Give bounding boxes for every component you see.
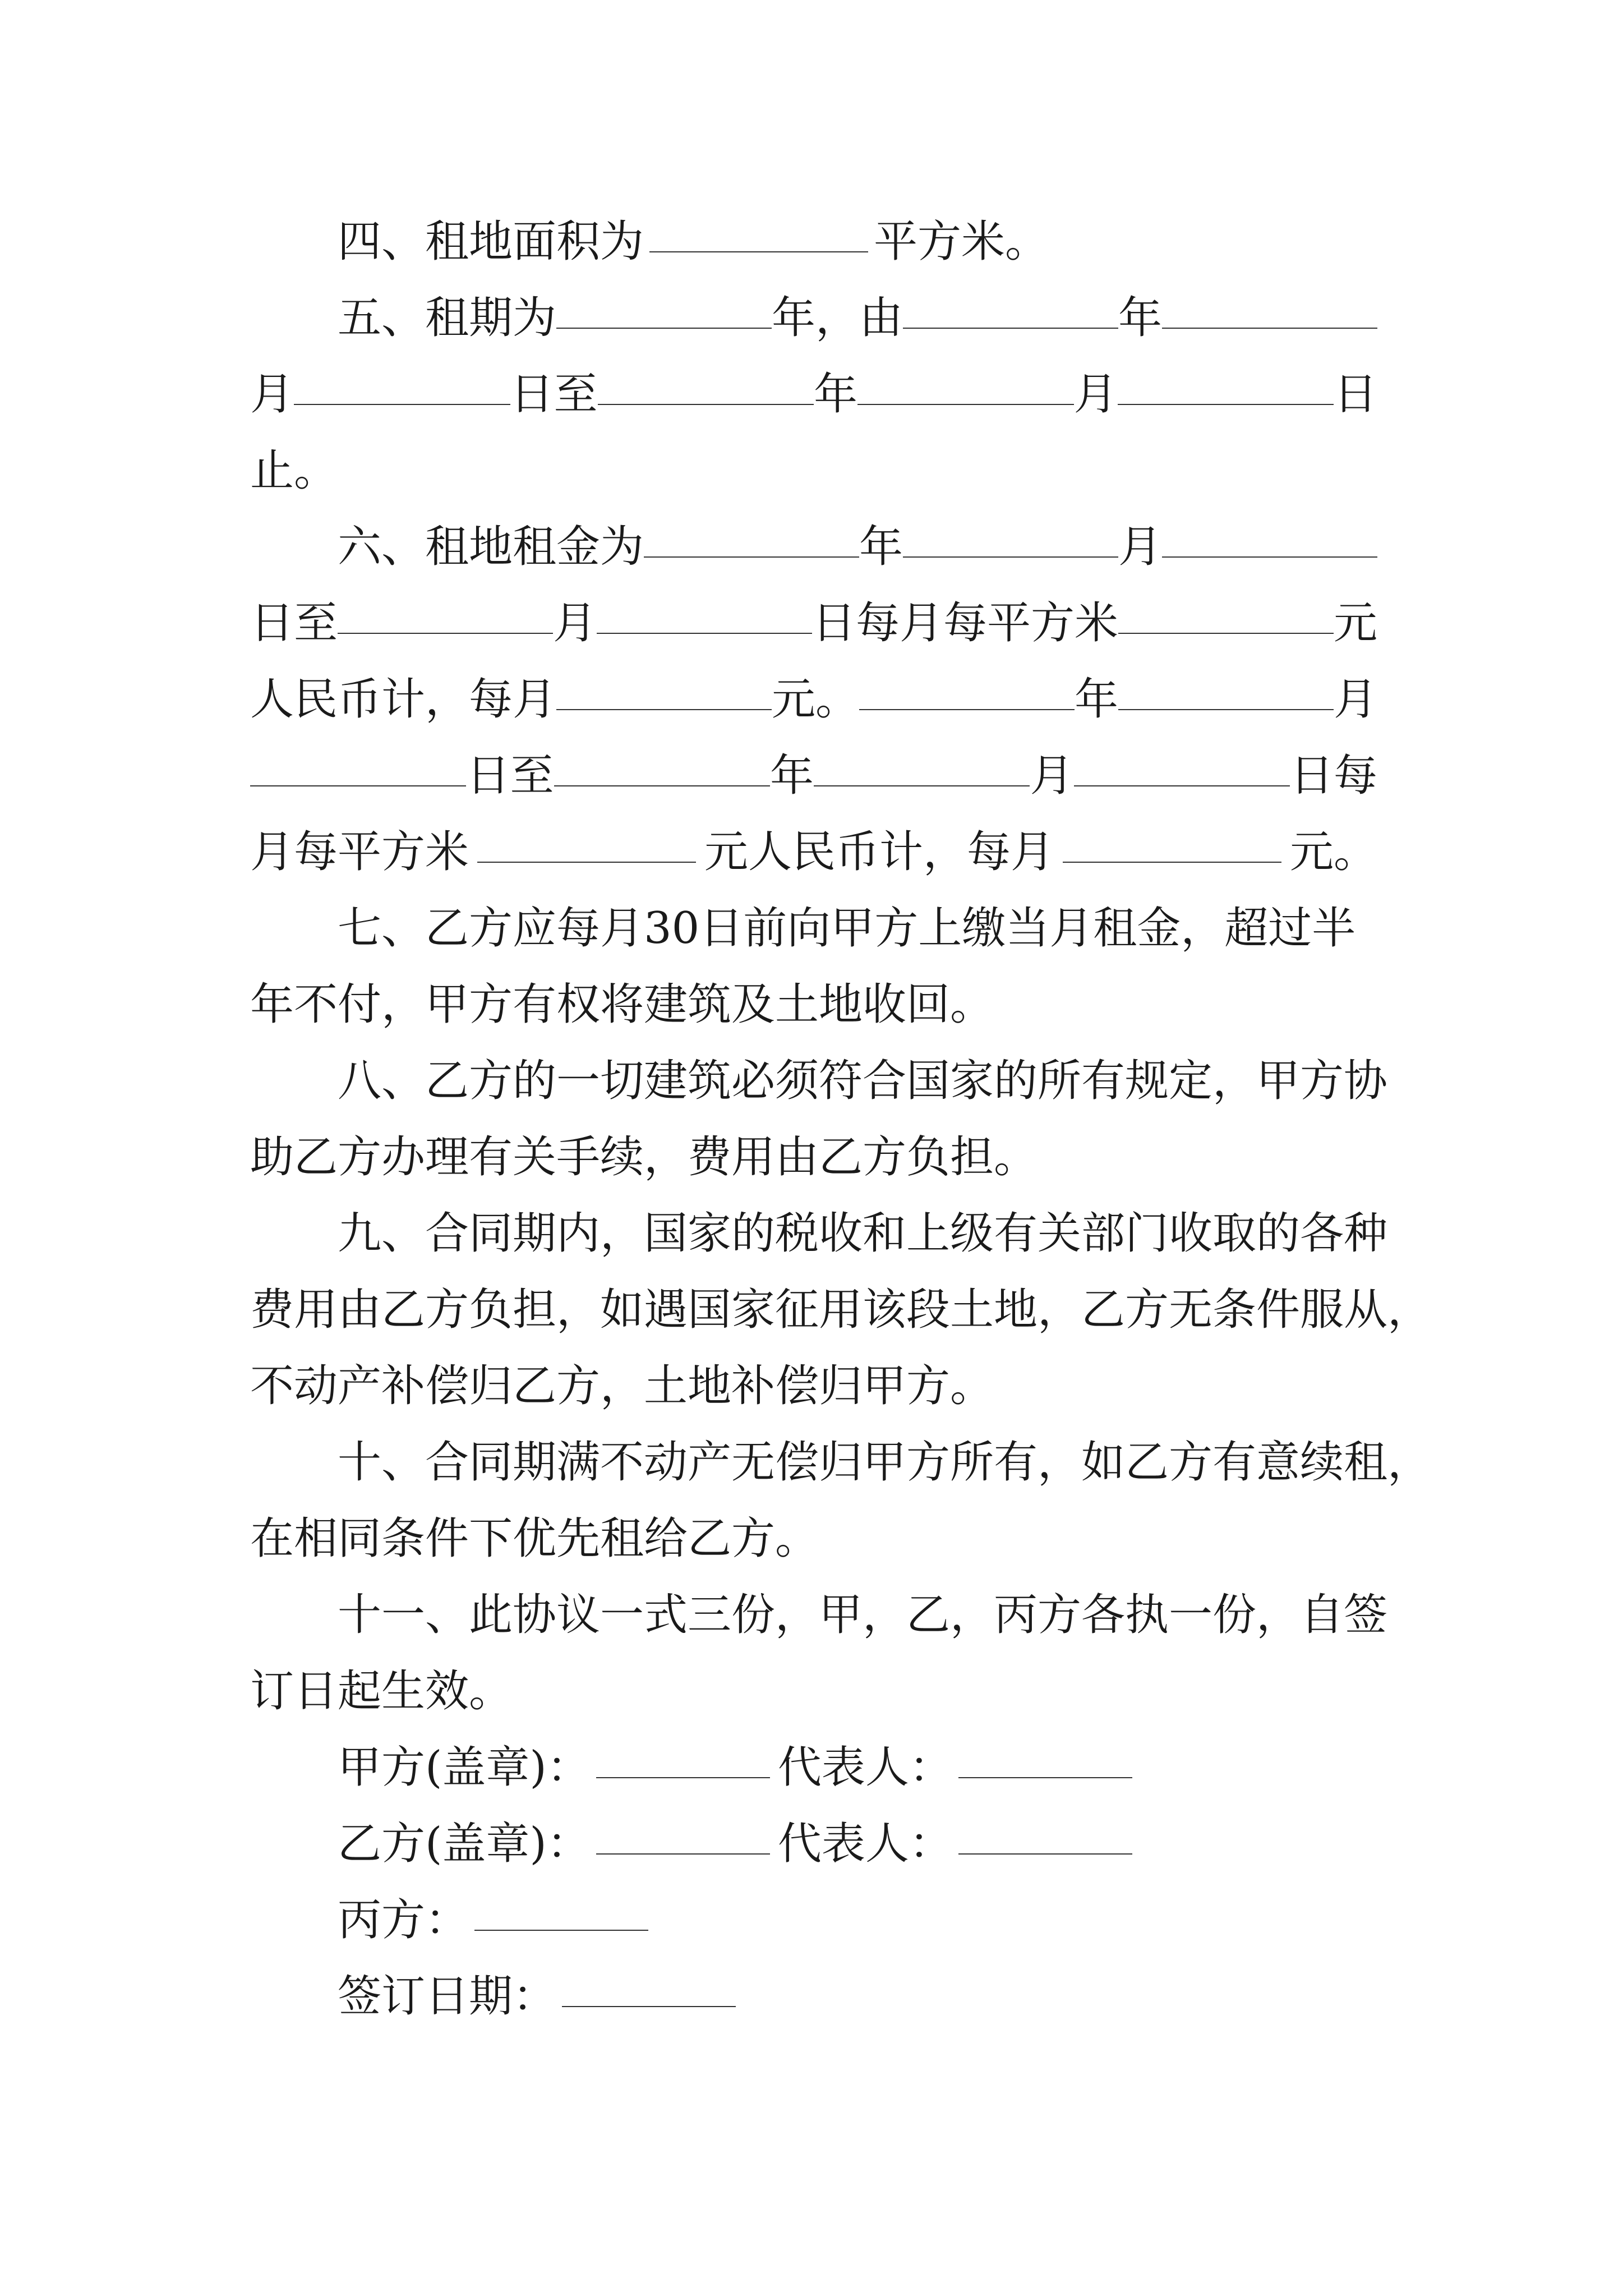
clause-6-month: 月	[1118, 522, 1163, 572]
party-a-seal-blank	[596, 1737, 770, 1778]
clause-6-line-4	[250, 745, 1377, 807]
party-b-signature-line	[338, 1813, 1377, 1875]
rent-start-year-blank	[644, 516, 859, 558]
period2-start-month-blank	[1118, 669, 1334, 710]
clause-6-line-1	[338, 516, 1377, 578]
rent-end-month-blank	[338, 592, 553, 634]
clause-6-yuan-end: 元。	[772, 674, 860, 725]
period2-start-day-blank	[250, 745, 466, 786]
clause-5-month: 月	[250, 369, 294, 420]
clause-9-line-2: 费用由乙方负担，如遇国家征用该段土地，乙方无条件服从，	[250, 1285, 1432, 1335]
party-b-label: 乙方(盖章)：	[338, 1819, 591, 1869]
period2-per-sqm-blank	[477, 821, 696, 863]
clause-5-to: 日至	[510, 369, 598, 420]
clause-5-end-year: 年	[814, 369, 858, 420]
period2-end-year-blank	[554, 745, 770, 786]
clause-5-end-month: 月	[1073, 369, 1118, 420]
end-day-blank	[1118, 364, 1334, 405]
rent-end-day-blank	[597, 592, 812, 634]
rent-start-day-blank	[1162, 516, 1377, 558]
party-a-label: 甲方(盖章)：	[338, 1742, 591, 1793]
sign-date-blank	[562, 1966, 736, 2007]
clause-5-line-1	[338, 287, 1377, 349]
end-month-blank	[857, 364, 1073, 405]
monthly-rent-blank	[556, 669, 772, 710]
clause-11-line-1: 十一、此协议一式三份，甲，乙，丙方各执一份，自签	[338, 1590, 1388, 1640]
party-b-rep-blank	[958, 1813, 1132, 1855]
clause-4-unit: 平方米。	[874, 217, 1049, 267]
rent-start-month-blank	[903, 516, 1118, 558]
clause-4-line	[338, 211, 1377, 273]
party-a-signature-line	[338, 1737, 1377, 1798]
party-b-rep-label: 代表人：	[777, 1819, 953, 1869]
clause-6-text: 六、租地租金为	[338, 522, 644, 572]
clause-6-day-each: 日每	[1289, 751, 1377, 801]
clause-6-line-2	[250, 592, 1377, 654]
clause-6-rmb-monthly: 元人民币计，每月	[704, 827, 1054, 877]
period2-start-year-blank	[859, 669, 1075, 710]
party-a-rep-label: 代表人：	[777, 1742, 953, 1793]
party-c-blank	[474, 1889, 648, 1931]
clause-11-line-2: 订日起生效。	[250, 1666, 513, 1717]
clause-6-to-2: 日至	[466, 751, 554, 801]
sign-date-label: 签订日期：	[338, 1971, 557, 2022]
start-year-blank	[903, 287, 1118, 329]
clause-8-line-1: 八、乙方的一切建筑必须符合国家的所有规定，甲方协	[338, 1056, 1388, 1106]
clause-10-line-1: 十、合同期满不动产无偿归甲方所有，如乙方有意续租，	[338, 1437, 1432, 1488]
clause-6-per-sqm: 日每月每平方米	[812, 598, 1119, 648]
clause-5-line-2	[250, 364, 1377, 425]
period2-end-month-blank	[814, 745, 1030, 786]
clause-5-line-3: 止。	[250, 445, 338, 496]
clause-6-yuan-final: 元。	[1289, 827, 1377, 877]
term-years-blank	[556, 287, 772, 329]
clause-6-line-3	[250, 669, 1377, 730]
clause-10-line-2: 在相同条件下优先租给乙方。	[250, 1513, 819, 1564]
start-month-blank	[1162, 287, 1377, 329]
clause-7-line-2: 年不付，甲方有权将建筑及土地收回。	[250, 979, 994, 1030]
start-day-blank	[294, 364, 510, 405]
sign-date-line	[338, 1966, 1377, 2027]
period2-end-day-blank	[1074, 745, 1290, 786]
party-c-signature-line	[338, 1889, 1377, 1951]
clause-6-yuan: 元	[1334, 598, 1378, 648]
period2-monthly-blank	[1063, 821, 1281, 863]
clause-9-line-3: 不动产补偿归乙方，土地补偿归甲方。	[250, 1361, 994, 1411]
clause-6-to: 日至	[250, 598, 338, 648]
clause-7-line-1: 七、乙方应每月30日前向甲方上缴当月租金，超过半	[338, 903, 1356, 954]
clause-4-text: 四、租地面积为	[338, 217, 644, 267]
clause-6-month-2: 月	[1334, 674, 1378, 725]
rent-per-sqm-blank	[1118, 592, 1334, 634]
clause-6-year-2: 年	[1075, 674, 1119, 725]
clause-5-end-day: 日	[1334, 369, 1378, 420]
clause-6-per-sqm-2: 月每平方米	[250, 827, 469, 877]
clause-6-year: 年	[859, 522, 903, 572]
area-blank	[649, 211, 868, 252]
clause-6-line-5	[250, 821, 1377, 883]
clause-5-text: 五、租期为	[338, 293, 557, 343]
party-a-rep-blank	[958, 1737, 1132, 1778]
clause-8-line-2: 助乙方办理有关手续，费用由乙方负担。	[250, 1132, 1038, 1182]
party-c-label: 丙方：	[338, 1895, 469, 1945]
end-year-blank	[598, 364, 814, 405]
clause-6-year-3: 年	[769, 751, 814, 801]
clause-9-line-1: 九、合同期内，国家的税收和上级有关部门收取的各种	[338, 1208, 1388, 1259]
clause-5-year: 年	[1118, 293, 1163, 343]
party-b-seal-blank	[596, 1813, 770, 1855]
clause-6-monthly: 人民币计，每月	[250, 674, 557, 725]
clause-5-from: 年，由	[772, 293, 903, 343]
clause-6-month-3: 月	[1030, 751, 1074, 801]
clause-6-end-month: 月	[553, 598, 597, 648]
